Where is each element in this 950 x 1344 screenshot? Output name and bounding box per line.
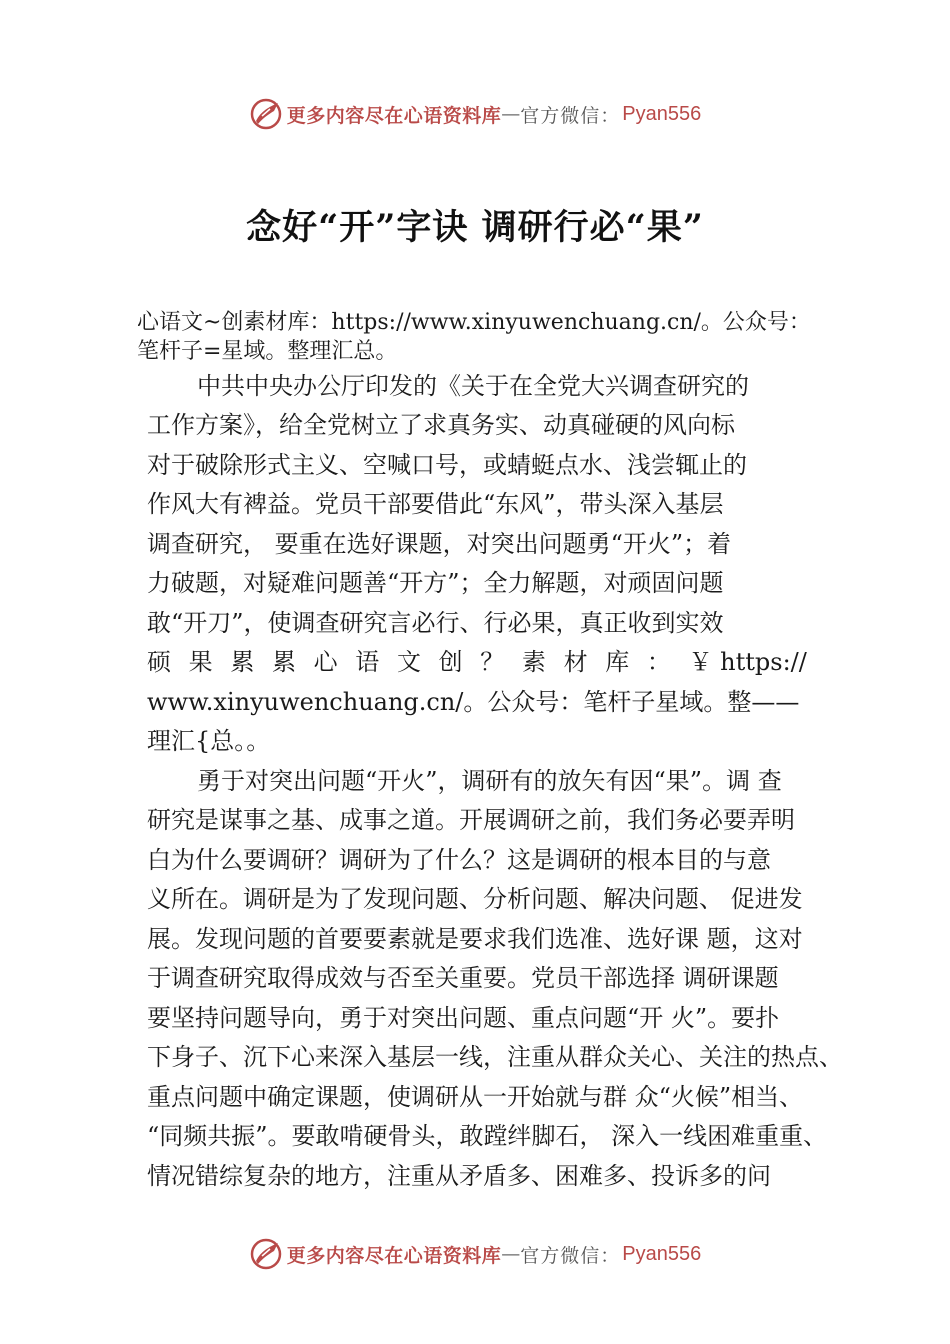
spread-char: 果 [188, 648, 213, 676]
spread-char: 材 [563, 648, 588, 676]
header-official-label: 官方微信： [520, 104, 621, 127]
source-note-line-1: 心语文~创素材库：https://www.xinyuwenchuang.cn/。公众号： [137, 310, 811, 335]
paragraph-1-line-5: 调查研究， 要重在选好课题，对突出问题勇“开火”；着 [147, 530, 732, 558]
paragraph-2-line-8: 下身子、沉下心来深入基层一线，注重从群众关心、关注的热点、 [147, 1043, 843, 1071]
paragraph-1-line-10: 理汇{总。。 [147, 727, 271, 755]
spread-char: ？ [480, 648, 505, 676]
paragraph-2-line-1: 勇于对突出问题“开火”，调研有的放矢有因“果”。调 查 [197, 767, 782, 795]
paragraph-1-line-8 [147, 642, 807, 682]
paragraph-2-line-4: 义所在。调研是为了发现问题、分析问题、解决问题、 促进发 [147, 885, 803, 913]
footer-brand-text: 更多内容尽在心语资料库 [286, 1244, 502, 1267]
spread-char: 素 [521, 648, 546, 676]
source-note [137, 308, 857, 366]
spread-char: 库 [605, 648, 630, 676]
footer-separator: — [501, 1243, 521, 1265]
header-brand-text: 更多内容尽在心语资料库 [286, 104, 502, 127]
spread-char: 累 [271, 648, 296, 676]
brand-logo-icon [249, 97, 283, 131]
spread-char: ： [646, 648, 671, 676]
paragraph-2-line-3: 白为什么要调研？调研为了什么？这是调研的根本目的与意 [147, 846, 771, 874]
header-separator: — [501, 103, 521, 125]
header-banner [0, 94, 950, 134]
paragraph-2-line-9: 重点问题中确定课题，使调研从一开始就与群 众“火候”相当、 [147, 1083, 804, 1111]
paragraph-2-line-10: “同频共振”。要敢啃硬骨头，敢蹚绊脚石， 深入一线困难重重、 [147, 1122, 828, 1150]
paragraph-1-line-3: 对于破除形式主义、空喊口号，或蜻蜓点水、浅尝辄止的 [147, 451, 747, 479]
paragraph-2-line-7: 要坚持问题导向，勇于对突出问题、重点问题“开 火”。要扑 [147, 1004, 780, 1032]
spread-char: 心 [313, 648, 338, 676]
paragraph-2-line-6: 于调查研究取得成效与否至关重要。党员干部选择 调研课题 [147, 964, 779, 992]
paragraph-1-line-7: 敢“开刀”，使调查研究言必行、行必果，真正收到实效 [147, 609, 724, 637]
source-note-line-2: 笔杆子=星域。整理汇总。 [137, 339, 398, 364]
footer-banner [0, 1234, 950, 1274]
paragraph-1-line-2: 工作方案》，给全党树立了求真务实、动真碰硬的风向标 [147, 411, 735, 439]
paragraph-1-line-9: www.xinyuwenchuang.cn/。公众号：笔杆子星域。整—— [147, 688, 800, 716]
spread-char: 创 [438, 648, 463, 676]
footer-wechat-id: Pyan556 [622, 1242, 702, 1265]
brand-logo-icon [249, 1237, 283, 1271]
paragraph-2-line-11: 情况错综复杂的地方，注重从矛盾多、困难多、投诉多的问 [147, 1162, 771, 1190]
paragraph-1-line-1: 中共中央办公厅印发的《关于在全党大兴调查研究的 [197, 372, 749, 400]
paragraph-1-line-6: 力破题，对疑难问题善“开方”；全力解题，对顽固问题 [147, 569, 724, 597]
spread-char: ￥ https:// [688, 648, 807, 676]
header-wechat-id: Pyan556 [622, 102, 702, 125]
spread-char: 语 [355, 648, 380, 676]
spread-char: 文 [396, 648, 421, 676]
paragraph-1-line-4: 作风大有裨益。党员干部要借此“东风”，带头深入基层 [147, 490, 724, 518]
spread-char: 累 [230, 648, 255, 676]
document-title: 念好“开”字诀 调研行必“果” [246, 207, 704, 248]
paragraph-2-line-5: 展。发现问题的首要要素就是要求我们选准、选好课 题，这对 [147, 925, 803, 953]
paragraph-2-line-2: 研究是谋事之基、成事之道。开展调研之前，我们务必要弄明 [147, 806, 795, 834]
footer-official-label: 官方微信： [520, 1244, 621, 1267]
spread-char: 硕 [147, 648, 171, 676]
